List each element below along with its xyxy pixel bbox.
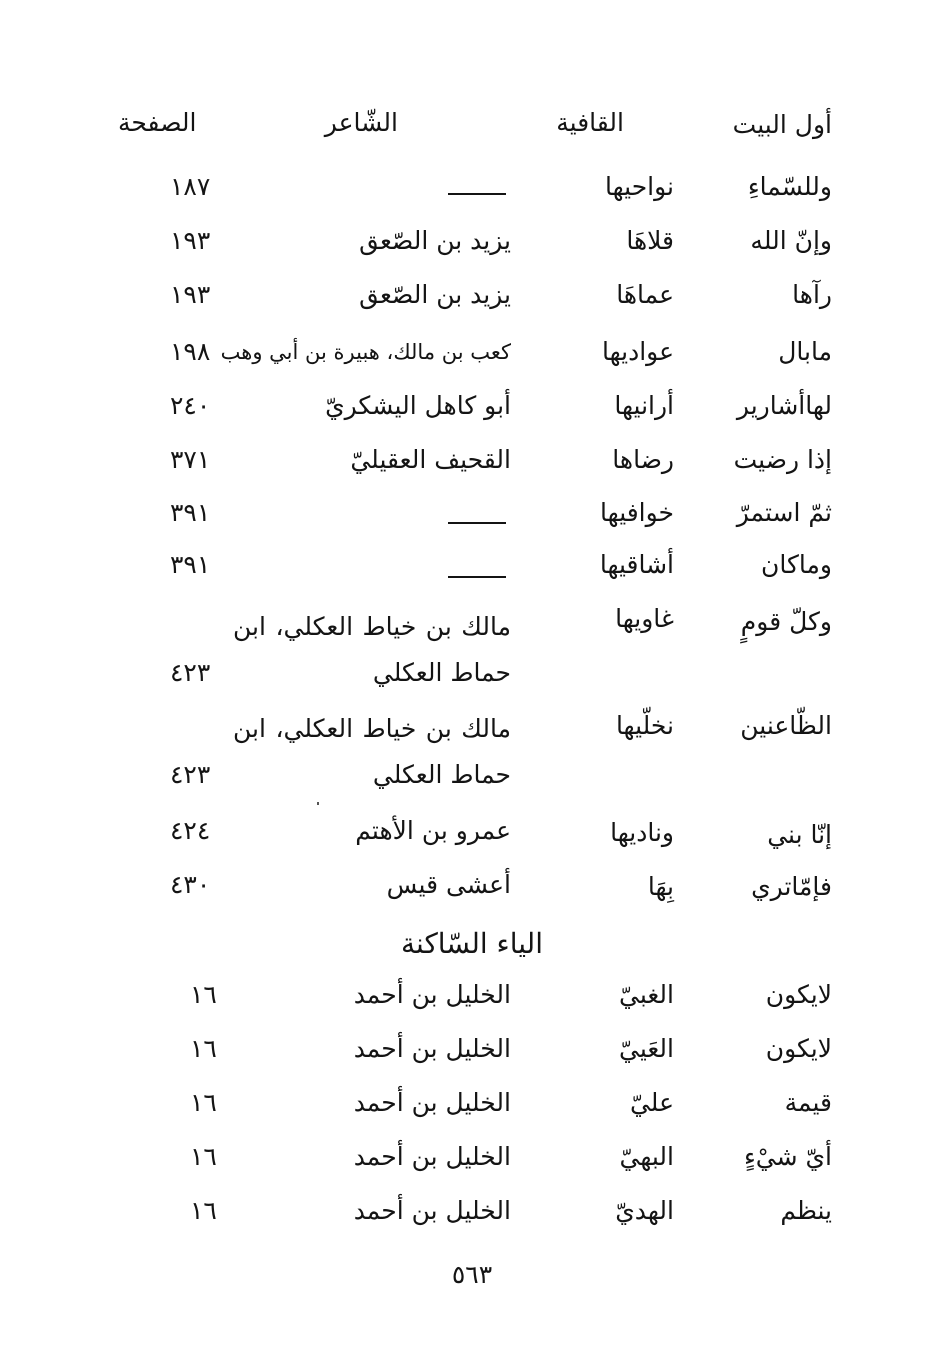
row-poet: أعشى قيس: [386, 870, 511, 899]
row-rhyme: قلاهَا: [626, 226, 674, 255]
row-poet: كعب بن مالك، هبيرة بن أبي وهب: [220, 340, 511, 364]
row-page: ٣٧١: [170, 445, 211, 474]
row-first-verse: قيمة: [784, 1088, 832, 1117]
row-page: ١٦: [190, 980, 217, 1009]
row-rhyme: نخلّيها: [615, 711, 674, 740]
section-title: الياء السّاكنة: [401, 927, 543, 960]
row-poet: عمرو بن الأهتم: [355, 816, 511, 845]
row-rhyme: غاويها: [615, 604, 674, 633]
row-page: ١٦: [190, 1196, 217, 1225]
row-first-verse: إذا رضيت: [733, 445, 832, 474]
row-poet: الخليل بن أحمد: [353, 1088, 511, 1117]
row-poet: يزيد بن الصّعق: [359, 226, 511, 255]
row-rhyme: العَييّ: [618, 1034, 674, 1063]
row-rhyme: عليّ: [629, 1088, 674, 1117]
row-poet: الخليل بن أحمد: [353, 1034, 511, 1063]
row-first-verse: وللسّماءِ: [747, 172, 832, 201]
row-page: ٤٢٣: [170, 658, 211, 687]
row-first-verse: وكلّ قومٍ: [740, 607, 832, 636]
header-rhyme: القافية: [556, 108, 624, 137]
row-first-verse: مابال: [778, 337, 832, 366]
row-poet-line2: حماط العكلي: [372, 760, 511, 789]
row-first-verse: الظّاعنين: [740, 711, 832, 740]
row-rhyme: عماهَا: [616, 280, 674, 309]
row-first-verse: رآها: [792, 280, 832, 309]
row-first-verse: أيّ شيْءٍ: [743, 1142, 832, 1171]
row-rhyme: رضاها: [612, 445, 674, 474]
ink-speck: [317, 802, 319, 805]
row-page: ١٨٧: [170, 172, 211, 201]
row-first-verse: لهاأشارير: [736, 391, 832, 420]
row-poet: القحيف العقيليّ: [350, 445, 511, 474]
row-page: ٢٤٠: [170, 391, 211, 420]
row-first-verse: إنّا بني: [767, 820, 832, 849]
row-poet-line2: حماط العكلي: [372, 658, 511, 687]
row-rhyme: خوافيها: [600, 498, 674, 527]
row-poet-line1: مالك بن خياط العكلي، ابن: [233, 714, 511, 743]
row-poet: الخليل بن أحمد: [353, 1196, 511, 1225]
row-page: ٤٢٣: [170, 760, 211, 789]
row-page: ٤٣٠: [170, 870, 211, 899]
row-poet-line1: مالك بن خياط العكلي، ابن: [233, 612, 511, 641]
row-first-verse: وإنّ الله: [750, 226, 832, 255]
row-first-verse: فإمّاتري: [751, 872, 832, 901]
row-first-verse: ينظم: [780, 1196, 832, 1225]
row-page: ١٦: [190, 1088, 217, 1117]
row-rhyme: الهديّ: [615, 1196, 674, 1225]
header-poet: الشّاعر: [324, 108, 398, 137]
row-rhyme: الغبيّ: [618, 980, 674, 1009]
row-poet: أبو كاهل اليشكريّ: [325, 391, 511, 420]
row-poet: الخليل بن أحمد: [353, 1142, 511, 1171]
row-first-verse: لايكون: [765, 1034, 832, 1063]
poet-dash: [448, 522, 506, 524]
row-page: ٤٢٤: [170, 816, 211, 845]
row-page: ١٦: [190, 1034, 217, 1063]
row-page: ١٩٣: [170, 280, 211, 309]
row-first-verse: لايكون: [765, 980, 832, 1009]
row-rhyme: وناديها: [610, 818, 674, 847]
row-first-verse: ثمّ استمرّ: [736, 498, 832, 527]
row-rhyme: البهيّ: [619, 1142, 674, 1171]
row-page: ٣٩١: [170, 498, 211, 527]
page-number: ٥٦٣: [451, 1260, 493, 1289]
header-first-verse: أول البيت: [732, 110, 832, 139]
row-rhyme: نواحيها: [605, 172, 674, 201]
poet-dash: [448, 576, 506, 578]
row-poet: يزيد بن الصّعق: [359, 280, 511, 309]
row-page: ١٦: [190, 1142, 217, 1171]
row-first-verse: وماكان: [761, 550, 832, 579]
row-rhyme: عواديها: [601, 337, 674, 366]
row-poet: الخليل بن أحمد: [353, 980, 511, 1009]
row-rhyme: بِهَا: [647, 872, 674, 901]
row-rhyme: أشاقيها: [599, 550, 674, 579]
row-rhyme: أرانيها: [614, 391, 674, 420]
row-page: ١٩٣: [170, 226, 211, 255]
row-page: ٣٩١: [170, 550, 211, 579]
poet-dash: [448, 193, 506, 195]
row-page: ١٩٨: [170, 337, 211, 366]
header-page: الصفحة: [118, 108, 197, 137]
